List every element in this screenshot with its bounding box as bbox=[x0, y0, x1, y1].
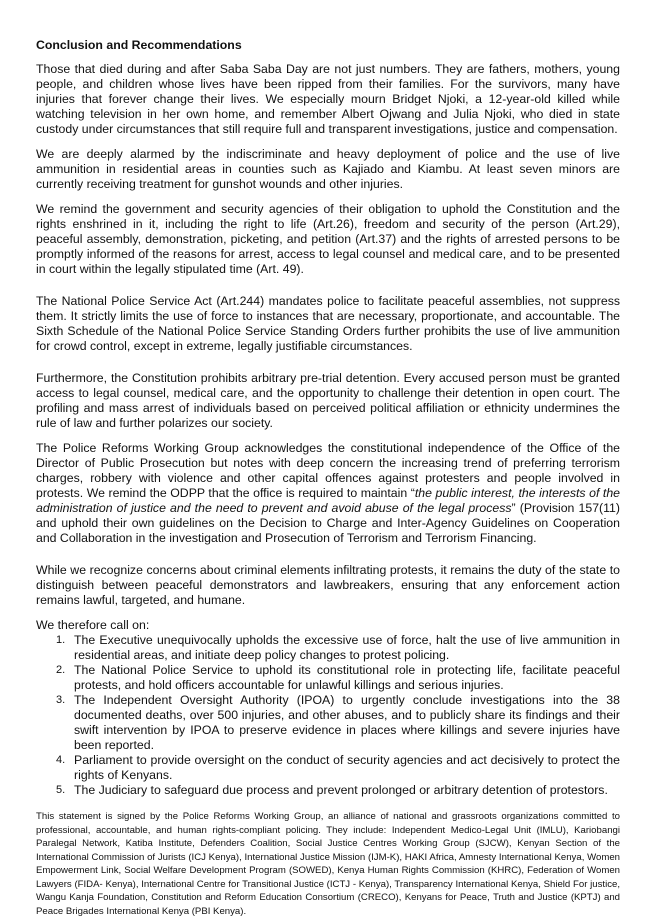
paragraph-police-act: The National Police Service Act (Art.244) mandates police to facilitate peaceful assemblies, not suppress them. It strictly limits the use of force to instances that are necessary, proportionate, and accountable. The Sixth Schedule of the National Police Service Standing Orders further prohibits the use of live ammunition for crowd control, except in extreme, legally justifiable circumstances. bbox=[36, 294, 620, 353]
odpp-quote: the public interest, the interests of the administration of justice and the need to prevent and avoid abuse of the legal process bbox=[36, 486, 620, 515]
recommendation-number: 5. bbox=[56, 784, 66, 796]
odpp-text-before: The Police Reforms Working Group acknowledges the constitutional independence of the Office of the Director of Public Prosecution but notes with deep concern the increasing trend of preferring terrorism charges, robbery with violence and other capital offences against protesters and people involved in protests. We remind the ODPP that the office is required to maintain “ bbox=[36, 441, 620, 500]
recommendation-number: 4. bbox=[56, 754, 66, 766]
recommendation-text: The National Police Service to uphold its constitutional role in protecting life, facilitate peaceful protests, and hold officers accountable for unlawful killings and serious injuries. bbox=[74, 663, 620, 692]
document-page bbox=[36, 38, 620, 918]
paragraph-victims: Those that died during and after Saba Saba Day are not just numbers. They are fathers, mothers, young people, and children whose lives have been ripped from their families. For the survivors, many have injuries that forever change their lives. We especially mourn Bridget Njoki, a 12-year-old killed while watching television in her own home, and remember Albert Ojwang and Julia Njoki, who died in state custody under circumstances that still require full and transparent investigations, justice and compensation. bbox=[36, 62, 620, 136]
odpp-text-after: ” (Provision 157(11) and uphold their own guidelines on the Decision to Charge and Inter-Agency Guidelines on Cooperation and Collaboration in the investigation and Prosecution of Terrorism and Terrorism Financing. bbox=[36, 501, 620, 545]
paragraph-detention: Furthermore, the Constitution prohibits arbitrary pre-trial detention. Every accused person must be granted access to legal counsel, medical care, and the opportunity to challenge their detention in open court. The profiling and mass arrest of individuals based on perceived political affiliation or ethnicity undermines the rule of law and further polarizes our society. bbox=[36, 371, 620, 430]
paragraph-odpp bbox=[36, 441, 620, 546]
recommendation-text: The Executive unequivocally upholds the excessive use of force, halt the use of live ammunition in residential areas, and initiate deep policy changes to protest policing. bbox=[74, 633, 620, 662]
recommendation-number: 3. bbox=[56, 694, 66, 706]
recommendation-item bbox=[56, 753, 620, 783]
paragraph-criminal-elements: While we recognize concerns about criminal elements infiltrating protests, it remains the duty of the state to distinguish between peaceful demonstrators and lawbreakers, ensuring that any enforcement action remains lawful, targeted, and humane. bbox=[36, 563, 620, 607]
recommendations-list bbox=[36, 633, 620, 798]
recommendation-text: The Independent Oversight Authority (IPOA) to urgently conclude investigations into the 38 documented deaths, over 500 injuries, and other abuses, and to publicly share its findings and their swift intervention by IPOA to preserve evidence in places where killings and severe injuries have been reported. bbox=[74, 693, 620, 752]
signatories-statement: This statement is signed by the Police Reforms Working Group, an alliance of national and grassroots organizations committed to professional, accountable, and human rights-compliant policing. They include: Independent Medico-Legal Unit (IMLU), Kariobangi Paralegal Network, Katiba Institute, Defenders Coalition, Social Justice Centres Working Group (SJCW), Kenyan Section of the International Commission of Jurists (ICJ Kenya), International Justice Mission (IJM-K), HAKI Africa, Amnesty International Kenya, Women Empowerment Link, Social Welfare Development Program (SOWED), Kenya Human Rights Commission (KHRC), Federation of Women Lawyers (FIDA- Kenya), International Centre for Transitional Justice (ICTJ - Kenya), Transparency International Kenya, Shield For justice, Wangu Kanja Foundation, Constitution and Reform Education Consortium (CRECO), Kenyans for Peace, Truth and Justice (KPTJ) and Peace Brigades International Kenya (PBI Kenya). bbox=[36, 811, 620, 917]
section-heading: Conclusion and Recommendations bbox=[36, 38, 242, 52]
paragraph-constitution-rights: We remind the government and security agencies of their obligation to uphold the Constitution and the rights enshrined in it, including the right to life (Art.26), freedom and security of the person (Art.29), peaceful assembly, demonstration, picketing, and petition (Art.37) and the rights of arrested persons to be promptly informed of the reasons for arrest, access to legal counsel and medical care, and to be presented in court within the legally stipulated time (Art. 49). bbox=[36, 202, 620, 276]
recommendation-text: The Judiciary to safeguard due process and prevent prolonged or arbitrary detention of protestors. bbox=[74, 783, 608, 797]
recommendation-number: 1. bbox=[56, 634, 66, 646]
recommendation-text: Parliament to provide oversight on the conduct of security agencies and act decisively to protect the rights of Kenyans. bbox=[74, 753, 620, 782]
paragraph-alarm: We are deeply alarmed by the indiscriminate and heavy deployment of police and the use of live ammunition in residential areas in counties such as Kajiado and Kiambu. At least seven minors are currently receiving treatment for gunshot wounds and other injuries. bbox=[36, 147, 620, 191]
call-intro: We therefore call on: bbox=[36, 618, 150, 632]
recommendation-item bbox=[56, 633, 620, 663]
recommendation-item bbox=[56, 663, 620, 693]
recommendation-item bbox=[56, 783, 620, 798]
recommendation-number: 2. bbox=[56, 664, 66, 676]
recommendation-item bbox=[56, 693, 620, 753]
